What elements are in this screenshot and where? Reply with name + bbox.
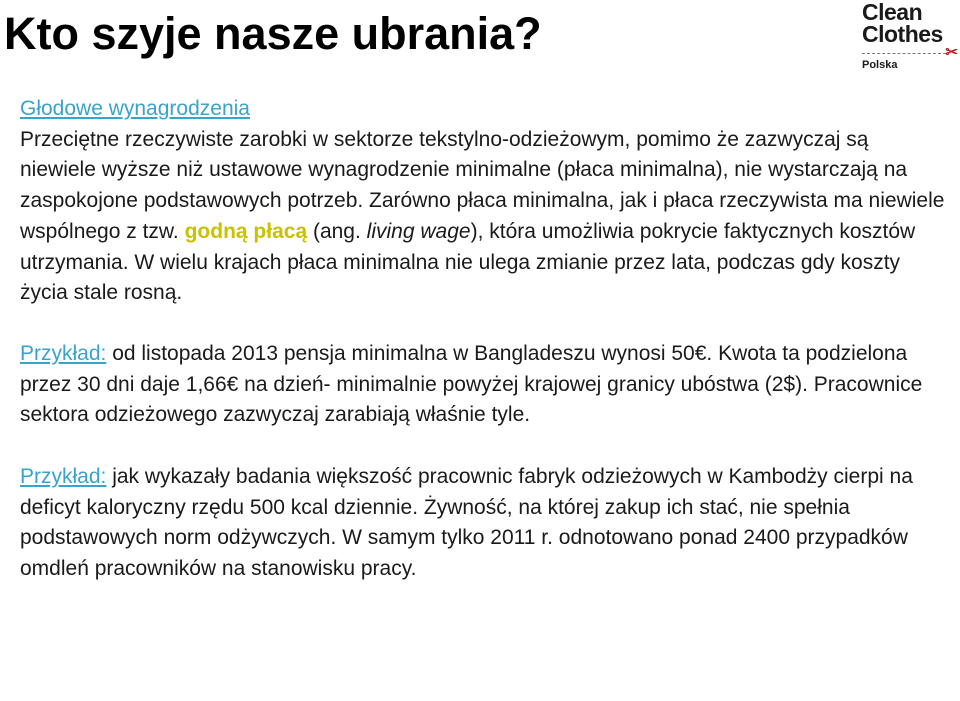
scissors-icon: ✂	[945, 44, 958, 61]
section-heading-wages: Głodowe wynagrodzenia	[20, 97, 250, 120]
wages-text-b: (ang.	[307, 219, 367, 243]
logo-dashed-rule	[862, 53, 946, 54]
living-wage-term: living wage	[366, 219, 471, 243]
living-wage-highlight: godną płacą	[184, 219, 308, 243]
section-example-bangladesh	[20, 339, 945, 431]
logo-line-clean: Clean	[862, 0, 923, 25]
spacer	[20, 431, 945, 462]
spacer	[20, 309, 945, 339]
clean-clothes-logo	[862, 0, 958, 72]
example-text-bangladesh: od listopada 2013 pensja minimalna w Bangladeszu wynosi 50€. Kwota ta podzielona przez 30 dni daje 1,66€ na dzień- minimalnie powyżej krajowej granicy ubóstwa (2$). Pracownice sektora odzieżowego zazwyczaj zarabiają właśnie tyle.	[20, 341, 923, 427]
slide-body	[20, 94, 945, 585]
section-example-cambodia	[20, 462, 945, 585]
logo-line-clothes: Clothes	[862, 21, 943, 47]
example-text-cambodia: jak wykazały badania większość pracownic fabryk odzieżowych w Kambodży cierpi na deficyt kaloryczny rzędu 500 kcal dziennie. Żywność, na której zakup ich stać, nie spełnia podstawowych norm odżywczych. W samym tylko 2011 r. odnotowano ponad 2400 przypadków omdleń pracowników na stanowisku pracy.	[20, 465, 913, 581]
logo-cut-line	[862, 44, 958, 61]
example-label-bangladesh: Przykład:	[20, 341, 107, 365]
logo-line-polska: Polska	[862, 59, 898, 71]
section-wages	[20, 94, 945, 309]
wages-text-a: Przeciętne rzeczywiste zarobki w sektorze tekstylno-odzieżowym, pomimo że zazwyczaj są niewiele wyższe niż ustawowe wynagrodzenie minimalne (płaca minimalna), nie wystarczają na zaspokojone podstawowych potrzeb. Zarówno płaca minimalna, jak i płaca rzeczywista ma niewiele wspólnego z tzw.	[20, 127, 945, 243]
example-label-cambodia: Przykład:	[20, 465, 107, 489]
slide-title: Kto szyje nasze ubrania?	[4, 8, 542, 59]
wages-text-c: ), która umożliwia pokrycie faktycznych kosztów utrzymania. W wielu krajach płaca minimalna nie ulega zmianie przez lata, podczas gdy koszty życia stale rosną.	[20, 219, 916, 305]
